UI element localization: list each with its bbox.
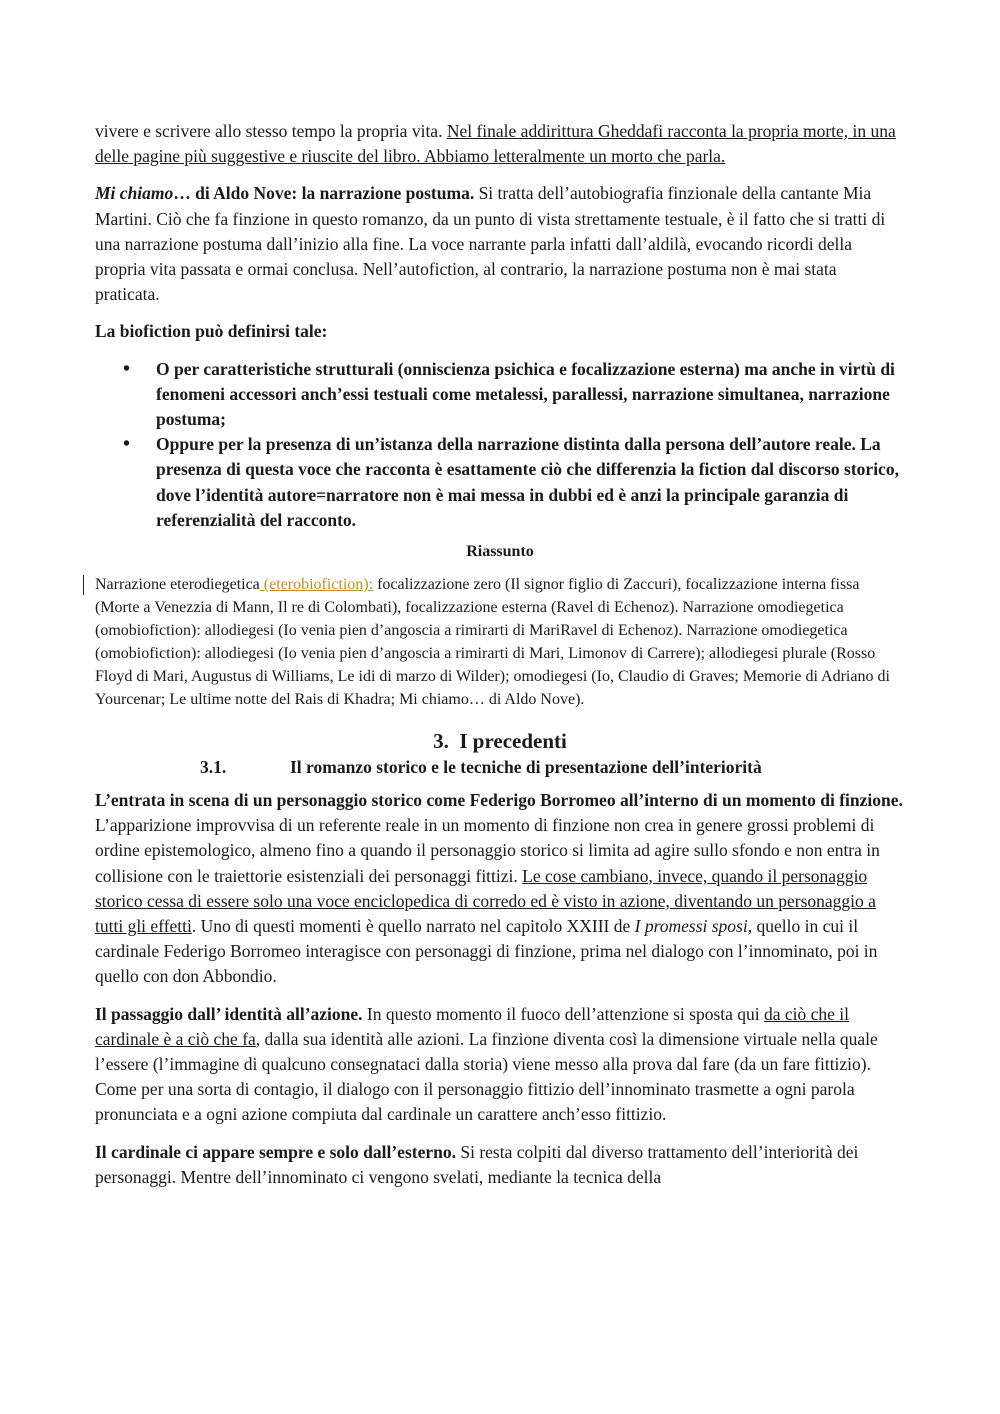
paragraph-biofiction-definition (95, 319, 905, 344)
list-item: • Oppure per la presenza di un’istanza della narrazione distinta dalla persona dell’autore reale. La presenza di questa voce che racconta è esattamente ciò che differenzia la fiction dal discorso storico, dove l’identità autore=narratore non è mai messa in dubbi ed è anzi la principale garanzia di referenzialità del racconto. (156, 432, 905, 533)
underlined-text: Le cose cambiano, invece, quando il personaggio storico cessa di essere solo una voce enciclopedica di corredo ed è visto in azione, diventando un personaggio a tutti gli effetti (95, 865, 876, 937)
summary-title: Riassunto (466, 543, 534, 561)
section-title: I precedenti (459, 729, 567, 754)
paragraph-cardinale-esterno (95, 1140, 905, 1190)
text: L’apparizione improvvisa di un referente reale in un momento di finzione non crea in genere grossi problemi di ordine epistemologico, almeno fino a quando il personaggio storico si limita ad agire sullo sfondo e non entra in collisione con le traiettorie esistenziali dei personaggi fittizi. (95, 815, 880, 886)
book-title: I promessi sposi (634, 916, 748, 937)
section-number: 3. (433, 729, 449, 754)
paragraph-gheddafi (95, 119, 905, 169)
document-page (95, 119, 905, 1202)
bold-heading: … di Aldo Nove: la narrazione postuma. (173, 183, 475, 204)
bold-heading: Il cardinale ci appare sempre e solo dall’esterno. (95, 1141, 456, 1162)
subsection-title: Il romanzo storico e le tecniche di presentazione dell’interiorità (290, 757, 762, 778)
paragraph-identita-azione (95, 1002, 905, 1128)
tracked-change-insertion: (eterobiofiction): (259, 576, 374, 594)
bullet-list (95, 357, 905, 533)
text: In questo momento il fuoco dell’attenzione si sposta qui (362, 1003, 764, 1024)
text: vivere e scrivere allo stesso tempo la propria vita. (95, 121, 447, 141)
paragraph-mi-chiamo (95, 181, 905, 307)
text: Narrazione eterodiegetica (95, 576, 260, 594)
text: Si tratta dell’autobiografia finzionale della cantante Mia Martini. Ciò che fa finzione in questo romanzo, da un punto di vista strettamente testuale, è il fatto che si tratti di una narrazione postuma dall’inizio alla fine. La voce narrante parla infatti dall’aldilà, evocando ricordi della propria vita passata e ormai conclusa. Nell’autofiction, al contrario, la narrazione postuma non è mai stata praticata. (95, 183, 886, 305)
subsection-heading (95, 755, 905, 780)
text: , dalla sua identità alle azioni. La finzione diventa così la dimensione virtuale nella quale l’essere (l’immagine di qualcuno consegnataci dalla storia) viene messo alla prova dal fare (da un fare fittizio). Come per una sorta di contagio, il dialogo con il personaggio fittizio dell’innominato trasmette a ogni parola pronunciata e a ogni azione compiuta dal cardinale un carattere anch’esso fittizio. (95, 1028, 878, 1125)
subsection-number: 3.1. (200, 757, 227, 778)
text: . Uno di questi momenti è quello narrato nel capitolo XXIII de (191, 916, 635, 937)
text: , quello in cui il cardinale Federigo Borromeo interagisce con personaggi di finzione, prima nel dialogo con l’innominato, poi in quello con don Abbondio. (95, 916, 878, 987)
bold-heading: La biofiction può definirsi tale: (95, 321, 328, 342)
bold-heading: Il passaggio dall’ identità all’azione. (95, 1003, 363, 1024)
text: Si resta colpiti dal diverso trattamento dell’interiorità dei personaggi. Mentre dell’innominato ci vengono svelati, mediante la tecnica della (95, 1141, 859, 1187)
text-cursor (83, 575, 84, 595)
underlined-text: da ciò che il cardinale è a ciò che fa (95, 1003, 850, 1049)
paragraph-federigo-borromeo (95, 788, 905, 990)
underlined-text: Nel finale addirittura Gheddafi racconta la propria morte, in una delle pagine più suggestive e riuscite del libro. Abbiamo letteralmente un morto che parla. (95, 121, 896, 167)
text: focalizzazione zero (Il signor figlio di Zaccuri), focalizzazione interna fissa (Morte a Venezzia di Mann, Il re di Colombati), focalizzazione esterna (Ravel di Echenoz). Narrazione omodiegetica (omobiofiction): allodiegesi (Io venia pien d’angoscia a rimirarti di MariRavel di Echenoz). Narrazione omodiegetica (omobiofiction): allodiegesi (Io venia pien d’angoscia a rimirarti di Mari, Limonov di Carrere); allodiegesi plurale (Rosso Floyd di Mari, Augustus di Williams, Le idi di marzo di Wilder); omodiegesi (Io, Claudio di Graves; Memorie di Adriano di Yourcenar; Le ultime notte del Rais di Khadra; Mi chiamo… di Aldo Nove). (95, 576, 890, 709)
book-title: Mi chiamo (95, 183, 174, 204)
bold-heading: L’entrata in scena di un personaggio storico come Federigo Borromeo all’interno di un momento di finzione. (95, 790, 903, 811)
list-item: • O per caratteristiche strutturali (onniscienza psichica e focalizzazione esterna) ma anche in virtù di fenomeni accessori anch’essi testuali come metalessi, parallessi, narrazione simultanea, narrazione postuma; (156, 357, 905, 433)
section-heading (95, 727, 905, 755)
summary-paragraph (95, 573, 905, 711)
